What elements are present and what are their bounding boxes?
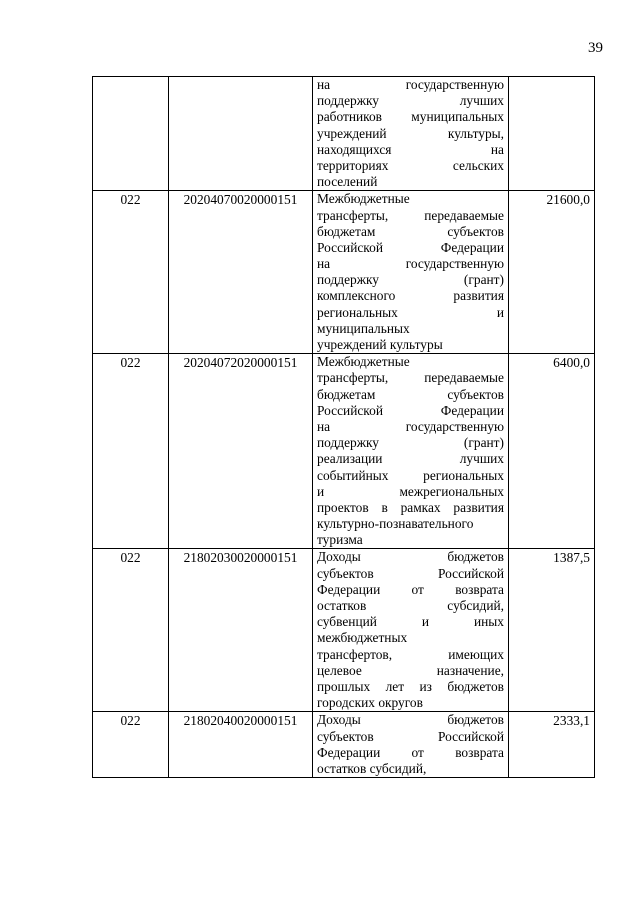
description-line: культурно-познавательного [317, 516, 474, 532]
description-line: субвенций и иных [317, 614, 504, 630]
budget-table [92, 76, 595, 778]
description-line: учреждений культуры, [317, 125, 504, 141]
description-line: туризма [317, 532, 363, 548]
description-line: трансферты, передаваемые [317, 370, 504, 386]
page-number: 39 [588, 40, 603, 56]
description-line: на государственную [317, 77, 504, 92]
description-line: Федерации от возврата [317, 581, 504, 597]
description-line: субъектов Российской [317, 565, 504, 581]
description-line: проектов в рамках развития [317, 499, 504, 515]
description-line: Федерации от возврата [317, 744, 504, 760]
description-line: Межбюджетные [317, 191, 410, 207]
description-line: работников муниципальных [317, 109, 504, 125]
description-cell [313, 549, 509, 712]
admin-code-cell: 022 [93, 354, 169, 549]
amount-cell [509, 77, 595, 191]
table-row [93, 191, 595, 354]
admin-code-cell: 022 [93, 549, 169, 712]
description-line: Доходы бюджетов [317, 549, 504, 565]
description-line: событийных региональных [317, 467, 504, 483]
admin-code-cell: 022 [93, 712, 169, 778]
description-line: на государственную [317, 256, 504, 272]
description-line: поддержку (грант) [317, 272, 504, 288]
kbk-code-cell: 20204070020000151 [169, 191, 313, 354]
description-line: поселений [317, 174, 378, 190]
description-line: поддержку (грант) [317, 435, 504, 451]
description-line: прошлых лет из бюджетов [317, 678, 504, 694]
table-row [93, 354, 595, 549]
kbk-code-cell: 21802030020000151 [169, 549, 313, 712]
description-line: субъектов Российской [317, 728, 504, 744]
description-line: комплексного развития [317, 288, 504, 304]
table-row [93, 77, 595, 191]
table-row [93, 549, 595, 712]
description-line: бюджетам субъектов [317, 223, 504, 239]
amount-cell: 2333,1 [509, 712, 595, 778]
description-line: Межбюджетные [317, 354, 410, 370]
description-line: Российской Федерации [317, 239, 504, 255]
table-row [93, 712, 595, 778]
description-line: трансфертов, имеющих [317, 646, 504, 662]
amount-cell: 21600,0 [509, 191, 595, 354]
description-line: на государственную [317, 418, 504, 434]
description-cell [313, 191, 509, 354]
description-cell [313, 354, 509, 549]
description-line: межбюджетных [317, 630, 408, 646]
kbk-code-cell [169, 77, 313, 191]
kbk-code-cell: 21802040020000151 [169, 712, 313, 778]
description-line: находящихся на [317, 141, 504, 157]
kbk-code-cell: 20204072020000151 [169, 354, 313, 549]
description-line: и межрегиональных [317, 483, 504, 499]
description-line: территориях сельских [317, 157, 504, 173]
description-line: остатков субсидий, [317, 760, 427, 776]
description-line: трансферты, передаваемые [317, 207, 504, 223]
description-line: муниципальных [317, 320, 410, 336]
description-line: Российской Федерации [317, 402, 504, 418]
description-line: учреждений культуры [317, 337, 443, 352]
description-line: поддержку лучших [317, 93, 504, 109]
table-body [93, 77, 595, 778]
description-cell [313, 712, 509, 778]
amount-cell: 1387,5 [509, 549, 595, 712]
description-line: Доходы бюджетов [317, 712, 504, 728]
description-line: региональных и [317, 304, 504, 320]
admin-code-cell: 022 [93, 191, 169, 354]
description-line: остатков субсидий, [317, 598, 504, 613]
description-line: городских округов [317, 695, 423, 711]
description-cell [313, 77, 509, 191]
description-line: бюджетам субъектов [317, 386, 504, 402]
admin-code-cell [93, 77, 169, 191]
description-line: реализации лучших [317, 451, 504, 467]
amount-cell: 6400,0 [509, 354, 595, 549]
description-line: целевое назначение, [317, 662, 504, 678]
